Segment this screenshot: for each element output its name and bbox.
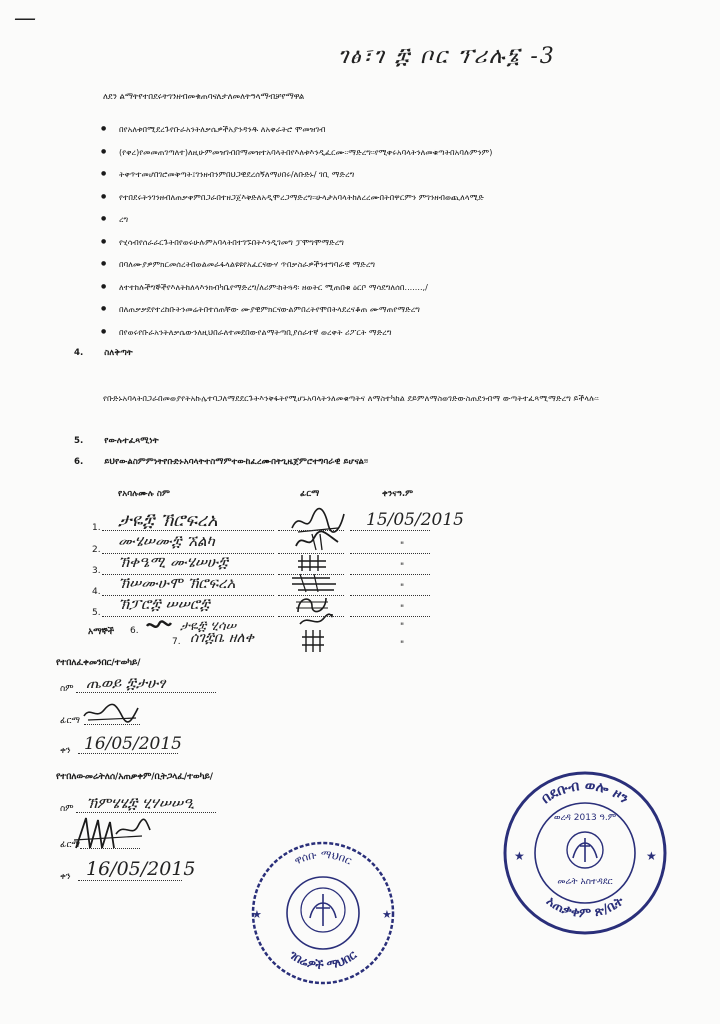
official-stamp-left [248, 838, 398, 988]
star-icon: ★ [382, 908, 392, 921]
stamp-left-top-text: ዋሰቡ ማህበር [292, 847, 354, 868]
row-number: 3. [92, 566, 101, 576]
column-header-name: የአባሉሙሉ ስም [118, 489, 171, 499]
star-icon: ★ [514, 849, 525, 863]
handwritten-header: ገፅ፣ገ ፰ ቦር ፕሪሉ፮ -3 [338, 44, 556, 69]
receiver2-name-label: ስም [60, 804, 74, 814]
column-header-signature: ፊርማ [300, 489, 320, 499]
list-item-continuation: (የቀረ)የመመጠገጣለተ)ለዚሁምመዝገብበማመዝተአባላትበየእለቱእንዲፈርሙ።ማድረግ፡፡የሚቀሩአባላትንለመቁጣትበአባሉምንም) [119, 146, 493, 157]
receiver1-name-label: ስም [60, 684, 74, 694]
stamp-right-year: ወረዳ 2013 ዓ.ም [553, 813, 617, 823]
signature-scribble [292, 530, 342, 552]
penalty-paragraph: የቡድኑአባላትበጋራበመወያየትአኩሌተባጋለማደደርጉትእንቅፋትየሚሆኑአባላትንለመቁጣትና ለማስተካከል ደይምለማስወገድውስጠደንብማ ውጣትተፈጻሚማድረግ ይችላሉ፡፡ [103, 393, 599, 403]
intro-line: ለደን ልማትየተበደሩትገንዘብመቁጠባናለታለመለትዓላማብቻየማዋል [103, 91, 305, 101]
stamp-right-bottom-text: አጠቃቀም ጽ/ቤት [543, 893, 627, 921]
list-item [101, 141, 671, 164]
section-number: 5. [74, 436, 84, 446]
receiver2-date: 16/05/2015 [86, 858, 196, 880]
receiver1-signature-label: ፊርማ [60, 716, 80, 726]
member-name: ታዬ፰ ኽሮፍረአ [118, 510, 218, 531]
ditto-mark: " [400, 640, 405, 650]
list-item: ● በየአለቱበሚደረጉየቡራአንትለቃሴዎችአያንዳንዱ ለአቀራትሮ ሞመዝገብ [101, 118, 671, 141]
signing-date: 15/05/2015 [366, 510, 464, 530]
column-header-date: ቀንናዓ.ም [382, 489, 414, 499]
scribble-over-name [146, 620, 172, 632]
section-4-heading [74, 348, 133, 358]
list-item: ● በየወሩየቡራአንትለቃሴውንለዚህበራለተመደበውየልማትጣቢያሰራተኛ ወረቀት ሪፖርት ማድረግ [101, 321, 671, 344]
star-icon: ★ [252, 908, 262, 921]
row-number: 6. [130, 626, 139, 636]
stamp-left-bottom-text: ገበሬዎች ማህበር [286, 947, 360, 973]
obligations-list [101, 118, 671, 343]
list-item [101, 208, 671, 231]
signature-scribble [290, 572, 340, 594]
ditto-mark: " [400, 541, 405, 551]
section-6-heading [74, 457, 368, 467]
ditto-mark: " [400, 622, 405, 632]
row-number: 5. [92, 608, 101, 618]
receiver1-title: የተበለፈቀመንበር/ተወካይ/ [56, 658, 141, 668]
receiver1-date: 16/05/2015 [84, 734, 182, 754]
witnesses-label: አማኞች [88, 627, 114, 637]
list-item: ● ለተተከሉችግኞችየእለትከለላእንክብካቤየማድረግ/ለሪም፡ከትጓዳ፡ ዘወትር ሚጠበቁ ዕርቦ ማሳደግለሰበ.......,/ [101, 276, 671, 299]
list-item-continuation: ትቀጥተመሆበገሮመቅጣት፤ገንዘብንምበህጋዊደረሰኝለማሀበሩ/ለቡድኑ/ ገቢ ማድረግ [119, 169, 355, 179]
signature-scribble [300, 628, 326, 654]
receiver2-name: ኽምሄሄ፰ ሂሃሠሠዒ [86, 794, 195, 812]
section-text: ይህየውልስምምነትየቡድኑአባላትተስማምተውከፈረሙበትጊዜጀምሮተግባራዊ ይሆናል፡፡ [104, 457, 369, 467]
signature-scribble [296, 551, 336, 573]
section-5-heading [74, 436, 159, 446]
section-title: ስለቅጣት [104, 348, 133, 358]
section-title: የውሉተፈጻሚነት [104, 436, 159, 446]
section-number: 6. [74, 457, 84, 467]
receiver1-name: ጤወይ ፰ታሁፃ [86, 674, 166, 692]
member-name: ሙሄሠሙ፰ ኧልካ [118, 532, 215, 550]
witness-name: ታዬ፰ ሂሳሠ [180, 619, 237, 634]
witness-name: ሰገ፰ቤ ዘለቀ [190, 630, 255, 646]
receiver1-date-label: ቀን [60, 746, 71, 756]
list-item [101, 163, 671, 186]
member-name: ኽቀዔሚ ሙሄሠሁ፰ [118, 553, 228, 571]
list-item-continuation: ረግ [119, 214, 129, 224]
ditto-mark: " [400, 562, 405, 572]
ditto-mark: " [400, 583, 405, 593]
corner-mark: — [14, 6, 36, 31]
list-item: ● የሂሳብየሰራራርጉትበየወሩሁሉምአባላትበተገኙበትእንዲገመግ ፓሞግሞማድረግ [101, 231, 671, 254]
member-name: ኽፓሮ፰ ሠሠሮ፰ [118, 595, 210, 613]
receiver1-signature [82, 702, 142, 724]
row-number: 7. [172, 637, 181, 647]
receiver2-title: የተበለውመሬትለሰ/አጠቃቀም/ቢትጋላፈ/ተወካይ/ [56, 772, 213, 782]
receiver2-signature-label: ፊርማ [60, 840, 80, 850]
list-item: ● በለጠቃቃደየተረከቡትንመሬትበተሰጠቸው ሙያዊምክርናውልምበረትየሞበትላደረናቆጠ ሙማጠየማድረግ [101, 298, 671, 321]
row-number: 2. [92, 545, 101, 555]
list-item: ● የተበደሩትንገንዘብለጠቃቀምበጋራበተዘጋጀእቅድለአዲሞረጋማድረግ፡፡ሁላታአባላትከለረረሙበትበዋርምን ምገንዘብወጪለላሚድ [101, 186, 671, 209]
official-stamp-right [500, 768, 670, 938]
member-name: ኽሠሙሁሞ ኽሮፍረአ [118, 574, 236, 592]
ditto-mark: " [400, 604, 405, 614]
stamp-right-top-text: በደቡብ ወሎ ዞን [538, 777, 632, 808]
section-number: 4. [74, 348, 84, 358]
list-item: ● በባለሙያዎምክርመሰረትበወልመራፋላልዩዩየአፈርናውሃ ጥበቃስራዎችንተግባራዊ ማድረግ [101, 253, 671, 276]
star-icon: ★ [646, 849, 657, 863]
stamp-right-inner: መሬት አስተዳደር [557, 877, 613, 887]
row-number: 1. [92, 523, 101, 533]
row-number: 4. [92, 587, 101, 597]
receiver2-date-label: ቀን [60, 872, 71, 882]
